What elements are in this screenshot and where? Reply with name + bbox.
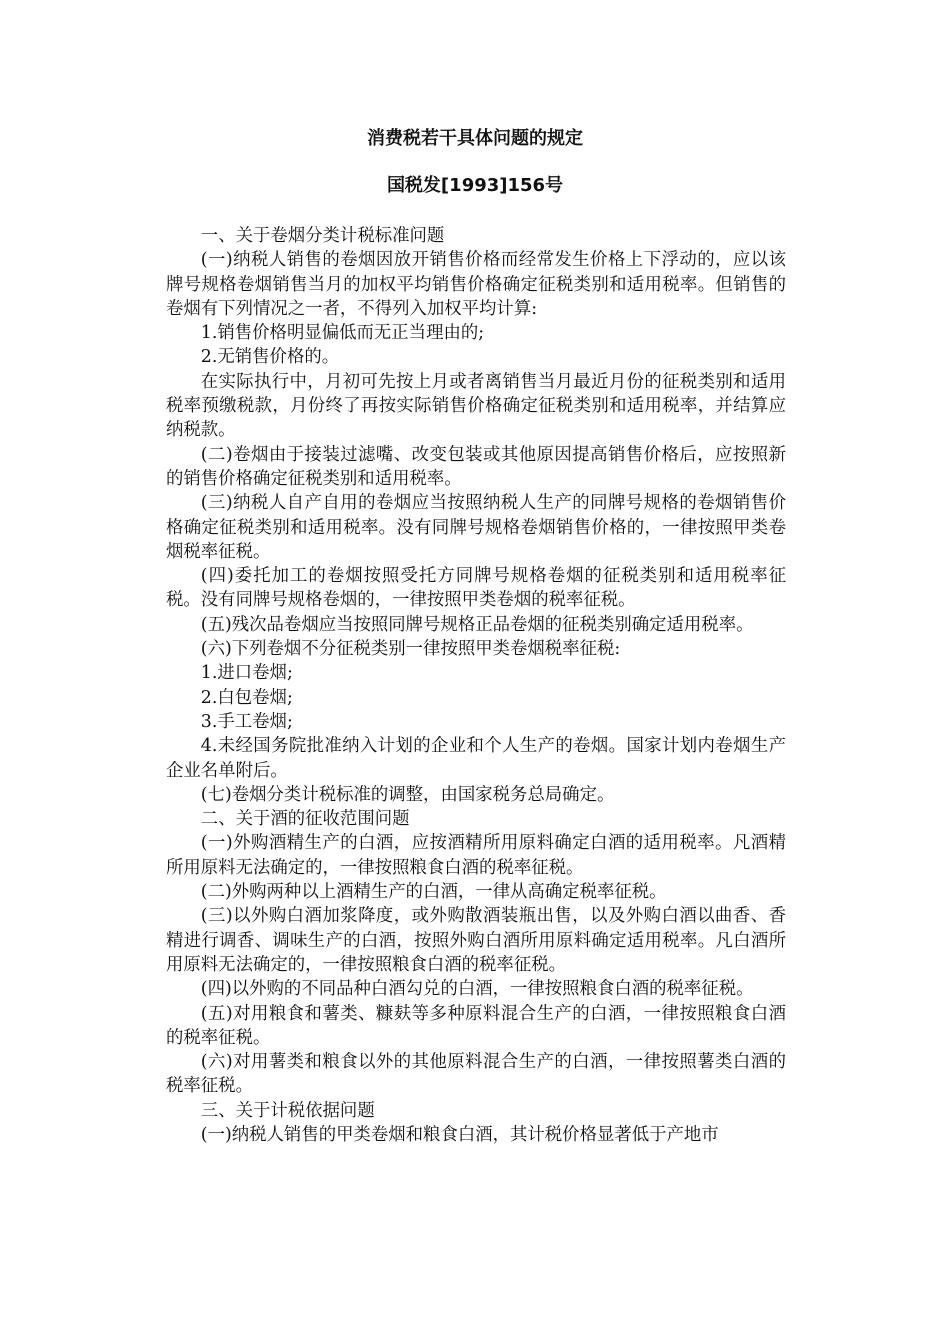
document-number: 国税发[1993]156号: [386, 175, 564, 196]
paragraph: (四)以外购的不同品种白酒勾兑的白酒，一律按照粮食白酒的税率征税。: [200, 979, 754, 1000]
paragraph: (六)下列卷烟不分征税类别一律按照甲类卷烟税率征税:: [200, 639, 621, 660]
paragraph: (三)以外购白酒加浆降度，或外购散酒装瓶出售，以及外购白酒以曲香、香精进行调香、调味生产的白酒，按照外购白酒所用原料确定适用税率。凡白酒所用原料无法确定的，一律按照粮食白酒的税率征税。: [166, 906, 786, 975]
paragraph: (一)外购酒精生产的白酒，应按酒精所用原料确定白酒的适用税率。凡酒精所用原料无法确定的，一律按照粮食白酒的税率征税。: [166, 833, 786, 878]
paragraph: (三)纳税人自产自用的卷烟应当按照纳税人生产的同牌号规格的卷烟销售价格确定征税类别和适用税率。没有同牌号规格卷烟销售价格的，一律按照甲类卷烟税率征税。: [166, 493, 786, 562]
paragraph: (一)纳税人销售的卷烟因放开销售价格而经常发生价格上下浮动的，应以该牌号规格卷烟销售当月的加权平均销售价格确定征税类别和适用税率。但销售的卷烟有下列情况之一者，不得列入加权平均计算:: [166, 250, 786, 319]
paragraph: 在实际执行中，月初可先按上月或者离销售当月最近月份的征税类别和适用税率预缴税款，月份终了再按实际销售价格确定征税类别和适用税率，并结算应纳税款。: [166, 371, 786, 441]
paragraph: (二)外购两种以上酒精生产的白酒，一律从高确定税率征税。: [200, 882, 667, 903]
paragraph: (六)对用薯类和粮食以外的其他原料混合生产的白酒，一律按照薯类白酒的税率征税。: [166, 1052, 786, 1097]
section-heading: 三、关于计税依据问题: [200, 1100, 375, 1121]
paragraph: (二)卷烟由于接装过滤嘴、改变包装或其他原因提高销售价格后，应按照新的销售价格确定征税类别和适用税率。: [166, 444, 786, 489]
list-item: 3.手工卷烟;: [200, 711, 293, 732]
paragraph: (五)对用粮食和薯类、糠麸等多种原料混合生产的白酒，一律按照粮食白酒的税率征税。: [166, 1003, 786, 1048]
paragraph: (五)残次品卷烟应当按照同牌号规格正品卷烟的征税类别确定适用税率。: [200, 614, 754, 635]
section-heading: 一、关于卷烟分类计税标准问题: [200, 226, 445, 246]
section-heading: 二、关于酒的征收范围问题: [200, 809, 410, 830]
list-item: 4.未经国务院批准纳入计划的企业和个人生产的卷烟。国家计划内卷烟生产企业名单附后。: [166, 736, 786, 781]
list-item: 1.销售价格明显偏低而无正当理由的;: [200, 323, 485, 344]
paragraph: (一)纳税人销售的甲类卷烟和粮食白酒，其计税价格显著低于产地市: [200, 1124, 719, 1145]
list-item: 2.无销售价格的。: [200, 347, 340, 368]
document-body: [166, 224, 786, 1147]
list-item: 1.进口卷烟;: [200, 663, 293, 684]
paragraph: (七)卷烟分类计税标准的调整，由国家税务总局确定。: [200, 784, 615, 805]
list-item: 2.白包卷烟;: [200, 687, 293, 708]
paragraph: (四)委托加工的卷烟按照受托方同牌号规格卷烟的征税类别和适用税率征税。没有同牌号规格卷烟的，一律按照甲类卷烟的税率征税。: [166, 566, 786, 611]
document-title: 消费税若干具体问题的规定: [367, 128, 583, 149]
